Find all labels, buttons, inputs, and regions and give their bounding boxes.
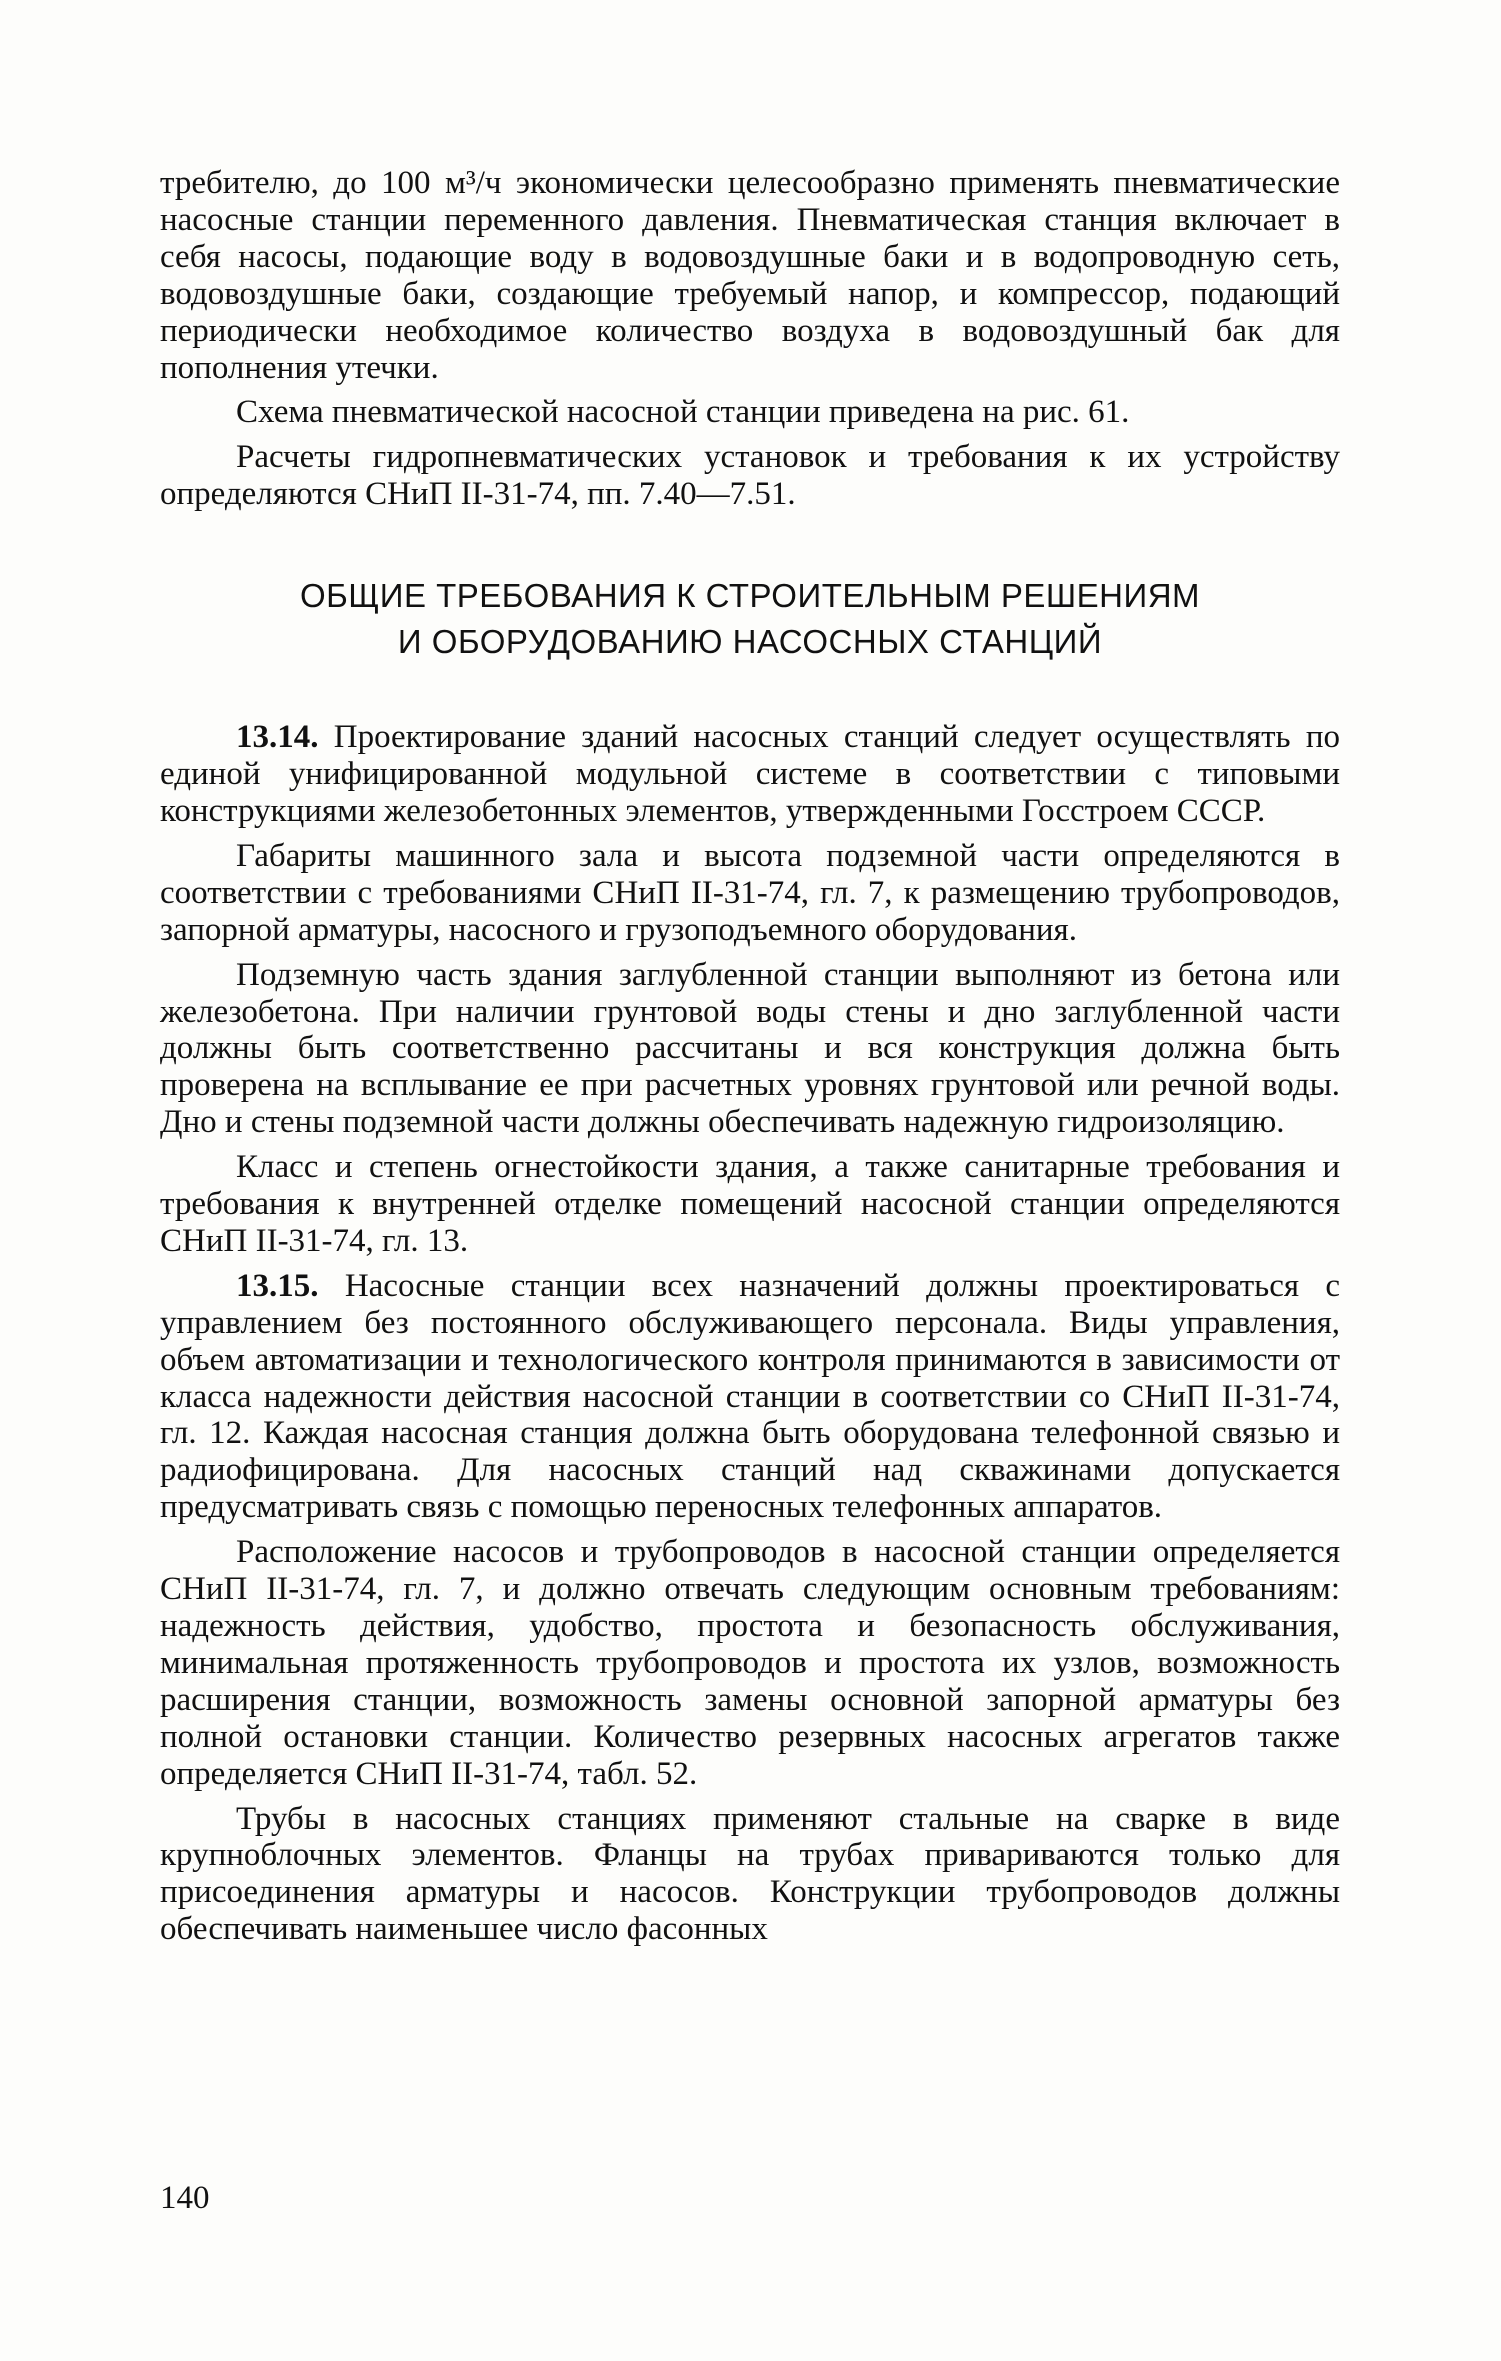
paragraph-calculations: Расчеты гидропневматических установок и требования к их устройству определяются СНиП II-31-74, пп. 7.40—7.51.	[160, 439, 1340, 513]
clause-text-13-15: Насосные станции всех назначений должны проектироваться с управлением без постоянного обслуживающего персонала. Виды управления, объем автоматизации и технологического контроля принимаются в зависимости от класса надежности действия насосной станции в соответствии со СНиП II-31-74, гл. 12. Каждая насосная станция должна быть оборудована телефонной связью и радиофицирована. Для насосных станций над скважинами допускается предусматривать связь с помощью переносных телефонных аппаратов.	[160, 1267, 1341, 1526]
clause-number-13-14: 13.14.	[236, 719, 319, 756]
section-heading-line-2: И ОБОРУДОВАНИЮ НАСОСНЫХ СТАНЦИЙ	[397, 623, 1103, 661]
paragraph-pipes: Трубы в насосных станциях применяют стальные на сварке в виде крупноблочных элементов. Фланцы на трубах привариваются только для присоединения арматуры и насосов. Конструкции трубопроводов должны обеспечивать наименьшее число фасонных	[160, 1800, 1340, 1948]
section-heading	[160, 573, 1340, 665]
paragraph-underground-part: Подземную часть здания заглубленной станции выполняют из бетона или железобетона. При наличии грунтовой воды стены и дно заглубленной части должны быть соответственно рассчитаны и вся конструкция должна быть проверена на всплывание ее при расчетных уровнях грунтовой или речной воды. Дно и стены подземной части должны обеспечивать надежную гидроизоляцию.	[160, 956, 1340, 1141]
paragraph-dimensions: Габариты машинного зала и высота подземной части определяются в соответствии с требованиями СНиП II-31-74, гл. 7, к размещению трубопроводов, запорной арматуры, насосного и грузоподъемного оборудования.	[160, 837, 1340, 948]
section-heading-line-1: ОБЩИЕ ТРЕБОВАНИЯ К СТРОИТЕЛЬНЫМ РЕШЕНИЯМ	[299, 577, 1201, 615]
clause-number-13-15: 13.15.	[236, 1267, 319, 1304]
paragraph-scheme-reference: Схема пневматической насосной станции приведена на рис. 61.	[236, 394, 1130, 431]
paragraph-fire-resistance: Класс и степень огнестойкости здания, а также санитарные требования и требования к внутренней отделке помещений насосной станции определяются СНиП II-31-74, гл. 13.	[160, 1149, 1340, 1259]
page-body	[160, 165, 1340, 1948]
paragraph-continuation: требителю, до 100 м³/ч экономически целесообразно применять пневматические насосные станции переменного давления. Пневматическая станция включает в себя насосы, подающие воду в водовоздушные баки и в водопроводную сеть, водовоздушные баки, создающие требуемый напор, и компрессор, подающий периодически необходимое количество воздуха в водовоздушный бак для пополнения утечки.	[160, 165, 1340, 386]
page-number: 140	[160, 2180, 210, 2216]
clause-text-13-14: Проектирование зданий насосных станций следует осуществлять по единой унифицированной модульной системе в соответствии с типовыми конструкциями железобетонных элементов, утвержденными Госстроем СССР.	[160, 719, 1340, 829]
paragraph-13-15	[160, 1268, 1340, 1526]
paragraph-pump-layout: Расположение насосов и трубопроводов в насосной станции определяется СНиП II-31-74, гл. 7, и должно отвечать следующим основным требованиям: надежность действия, удобство, простота и безопасность обслуживания, минимальная протяженность трубопроводов и простота их узлов, возможность расширения станции, возможность замены основной запорной арматуры без полной остановки станции. Количество резервных насосных агрегатов также определяется СНиП II-31-74, табл. 52.	[160, 1534, 1340, 1792]
paragraph-13-14	[160, 719, 1340, 830]
